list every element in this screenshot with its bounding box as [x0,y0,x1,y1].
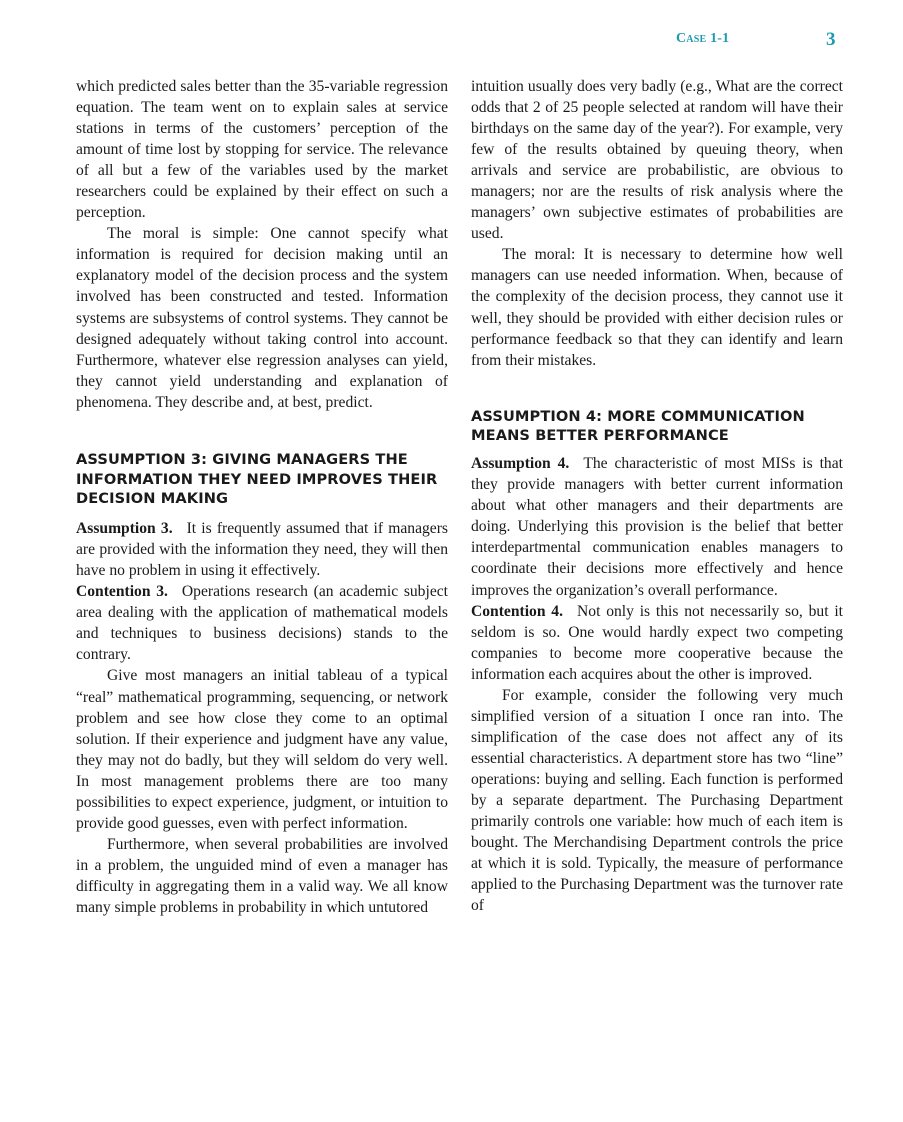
assumption-3-paragraph [76,518,448,581]
contention-3-paragraph [76,581,448,665]
heading-assumption-4: ASSUMPTION 4: MORE COMMUNICATION MEANS BETTER PERFORMANCE [471,407,805,445]
assumption-3-text: It is frequently assumed that if managers are provided with the information they need, they will then have no problem in using it effectively. [76,520,448,580]
contention-4-paragraph [471,601,843,685]
assumption-4-label: Assumption 4. [471,455,570,473]
contention-4-label: Contention 4. [471,602,564,620]
heading-assumption-3: ASSUMPTION 3: GIVING MANAGERS THE INFORMATION THEY NEED IMPROVES THEIR DECISION MAKING [76,450,438,508]
assumption-4-text: The characteristic of most MISs is that they provide managers with better current information about what other managers and their departments are doing. Underlying this provision is the belief that better interdepartmental communication enables managers to coordinate their decisions more effectively and hence improves the organization’s overall performance. [471,455,843,599]
contention-3-text: Operations research (an academic subject area dealing with the application of mathematical models and techniques to business decisions) stands to the contrary. [76,583,448,664]
paragraph-left-2: The moral is simple: One cannot specify what information is required for decision making until an explanatory model of the decision process and the system involved has been constructed and tested. Information systems are subsystems of control systems. They cannot be designed adequately without taking control into account. Furthermore, whatever else regression analyses can yield, they cannot yield understanding and explanation of phenomena. They describe and, at best, predict. [76,225,448,411]
running-head: Case 1-1 [676,31,730,46]
paragraph-right-2: The moral: It is necessary to determine how well managers can use needed information. When, because of the complexity of the decision process, they cannot use it well, they should be provided with either decision rules or performance feedback so that they can identify and learn from their mistakes. [471,246,843,369]
assumption-4-paragraph [471,453,843,600]
left-column [76,76,448,918]
assumption-3-label: Assumption 3. [76,520,173,538]
paragraph-right-1: intuition usually does very badly (e.g., What are the correct odds that 2 of 25 people selected at random will have their birthdays on the same day of the year?). For example, very few of the results obtained by queuing theory, when arrivals and service are probabilistic, are obvious to managers; nor are the results of risk analysis where the managers’ own subjective estimates of probabilities are used. [471,78,843,243]
paragraph-left-1: which predicted sales better than the 35-variable regression equation. The team went on to explain sales at service stations in terms of the customers’ perception of the amount of time lost by stopping for service. The relevance of all but a few of the variables used by the market researchers could be explained by their effect on such a perception. [76,78,448,222]
paragraph-left-4: Furthermore, when several probabilities are involved in a problem, the unguided mind of even a manager has difficulty in aggregating them in a valid way. We all know many simple problems in probability in which untutored [76,835,448,916]
page-number: 3 [826,29,836,50]
contention-3-label: Contention 3. [76,583,168,601]
paragraph-right-3: For example, consider the following very much simplified version of a situation I once ran into. The simplification of the case does not affect any of its essential characteristics. A department store has two “line” operations: buying and selling. Each function is performed by a separate department. The Purchasing Department primarily controls one variable: how much of each item is bought. The Merchandising Department controls the price at which it is sold. Typically, the measure of performance applied to the Purchasing Department was the turnover rate of [471,686,843,915]
right-column [471,76,843,916]
contention-4-text: Not only is this not necessarily so, but it seldom is so. One would hardly expect two competing companies to become more cooperative because the information each acquires about the other is improved. [471,602,843,683]
paragraph-left-3: Give most managers an initial tableau of a typical “real” mathematical programming, sequencing, or network problem and see how close they come to an optimal solution. If their experience and judgment have any value, they may not do badly, but they will seldom do very well. In most management problems there are too many possibilities to expect experience, judgment, or intuition to provide good guesses, even with perfect information. [76,667,448,832]
